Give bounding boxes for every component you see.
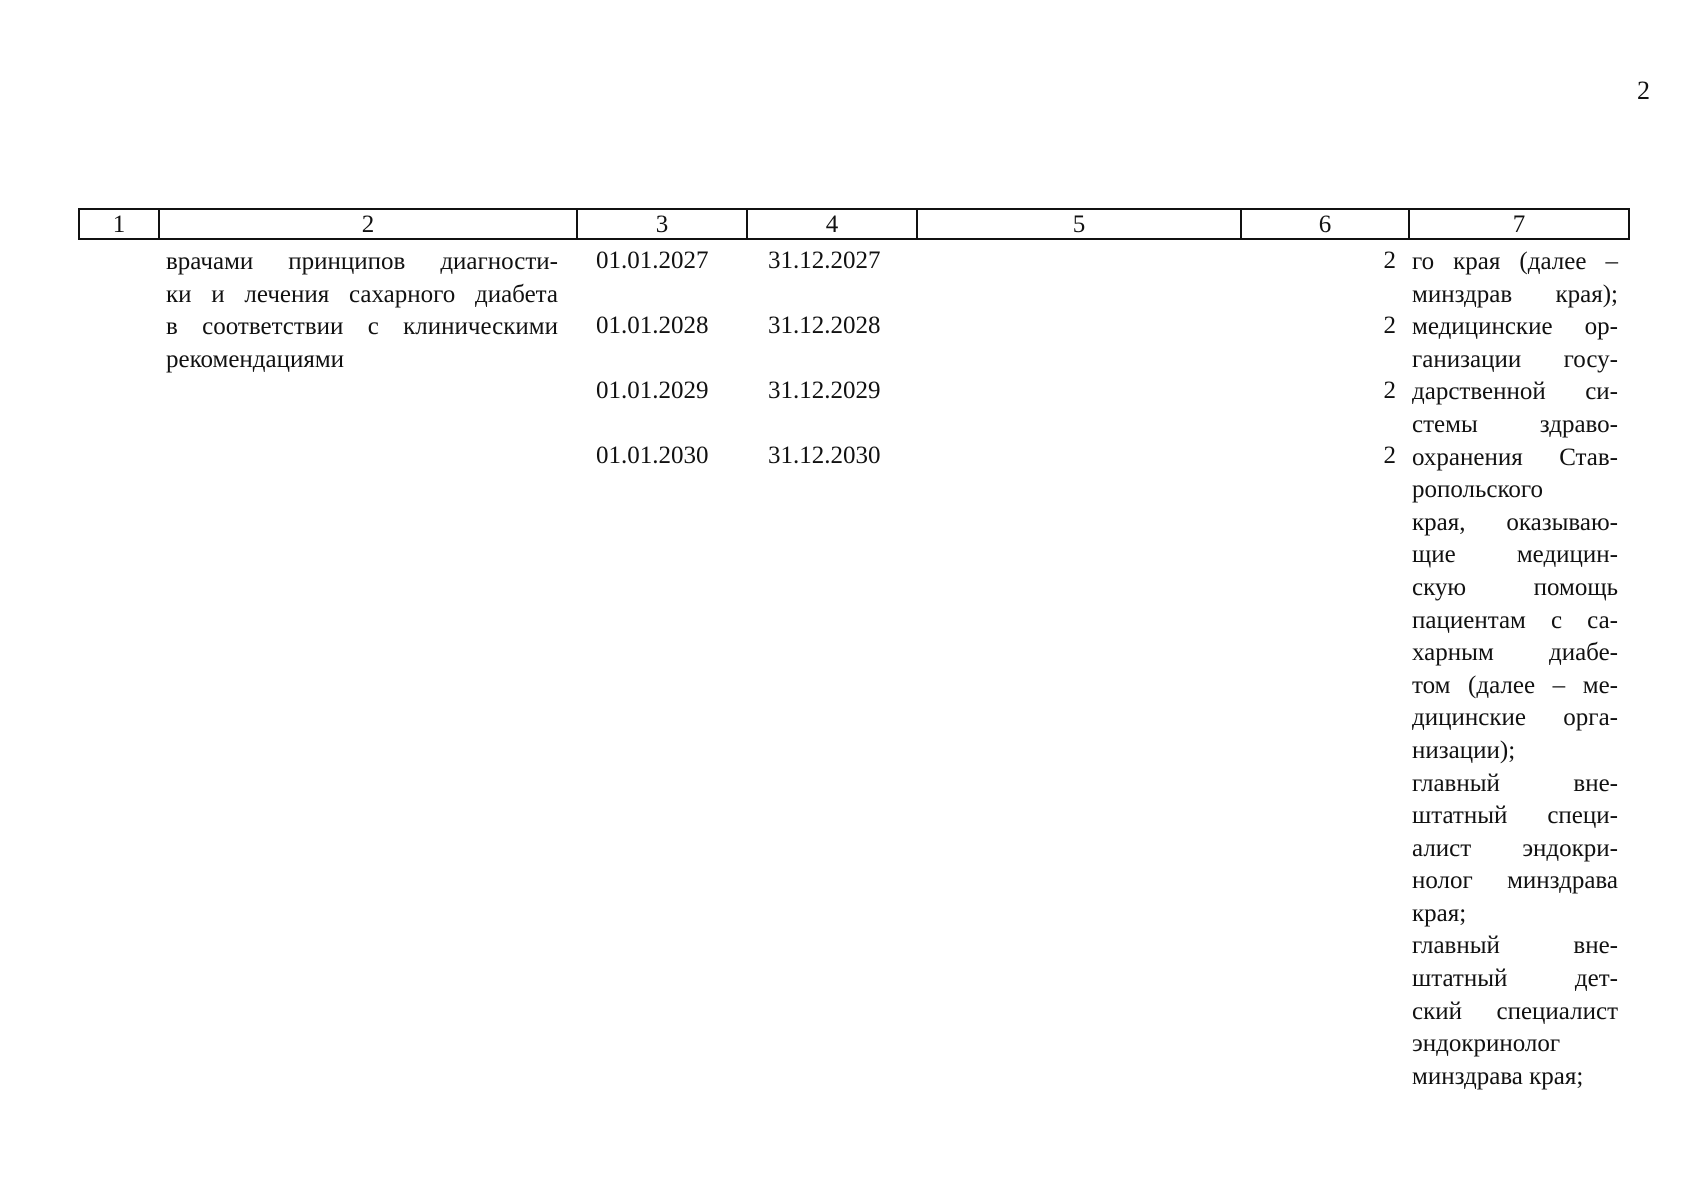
executor-line: охранения Став-: [1412, 443, 1618, 471]
executor-line: дицинские орга-: [1412, 704, 1618, 732]
executor-line: ропольского: [1412, 476, 1544, 504]
executor-line: харным диабе-: [1412, 639, 1618, 667]
executor-line: щие медицин-: [1412, 541, 1618, 569]
value-cell: 2: [1383, 247, 1396, 274]
executor-line: минздрава края;: [1412, 1062, 1584, 1090]
executor-line: нолог минздрава: [1412, 867, 1618, 895]
description-line: в соответствии с клиническими: [166, 313, 558, 341]
executor-line: алист эндокри-: [1412, 834, 1618, 862]
executor-line: края;: [1412, 899, 1467, 927]
header-cell-7: 7: [1408, 210, 1628, 238]
executor-line: стемы здраво-: [1412, 410, 1618, 438]
executor-line: ский специалист: [1412, 997, 1618, 1025]
description-line: ки и лечения сахарного диабета: [166, 280, 558, 308]
header-cell-6: 6: [1240, 210, 1408, 238]
executor-line: главный вне-: [1412, 932, 1618, 960]
start-date: 01.01.2030: [596, 442, 709, 469]
executor-line: медицинские ор-: [1412, 313, 1618, 341]
end-date: 31.12.2028: [768, 312, 881, 339]
header-cell-5: 5: [916, 210, 1240, 238]
start-date: 01.01.2028: [596, 312, 709, 339]
header-cell-2: 2: [158, 210, 576, 238]
event-description: [166, 246, 558, 376]
executor-line: го края (далее –: [1412, 248, 1618, 275]
description-line: врачами принципов диагности-: [166, 248, 558, 275]
executor-line: низации);: [1412, 736, 1516, 764]
executor-line: дарственной си-: [1412, 378, 1618, 406]
executor-line: штатный дет-: [1412, 965, 1618, 993]
executor-line: ганизации госу-: [1412, 345, 1618, 373]
end-date: 31.12.2027: [768, 247, 881, 274]
executor-line: пациентам с са-: [1412, 606, 1618, 634]
executor-line: скую помощь: [1412, 573, 1618, 601]
description-line: рекомендациями: [166, 345, 345, 373]
executor-line: штатный специ-: [1412, 802, 1618, 830]
start-date: 01.01.2027: [596, 247, 709, 274]
header-cell-3: 3: [576, 210, 746, 238]
executor-line: края, оказываю-: [1412, 508, 1618, 536]
executor-line: минздрав края);: [1412, 280, 1618, 308]
end-date: 31.12.2030: [768, 442, 881, 469]
header-cell-4: 4: [746, 210, 916, 238]
page-number: 2: [1637, 76, 1650, 105]
executor-line: эндокринолог: [1412, 1030, 1561, 1058]
executor-line: том (далее – ме-: [1412, 671, 1618, 699]
header-cell-1: 1: [112, 211, 126, 238]
end-date: 31.12.2029: [768, 377, 881, 404]
value-cell: 2: [1383, 312, 1396, 339]
executor-line: главный вне-: [1412, 769, 1618, 797]
start-date: 01.01.2029: [596, 377, 709, 404]
value-cell: 2: [1383, 377, 1396, 404]
table-header-row: [78, 208, 1630, 240]
responsible-executors: [1412, 246, 1618, 1093]
value-cell: 2: [1383, 442, 1396, 469]
